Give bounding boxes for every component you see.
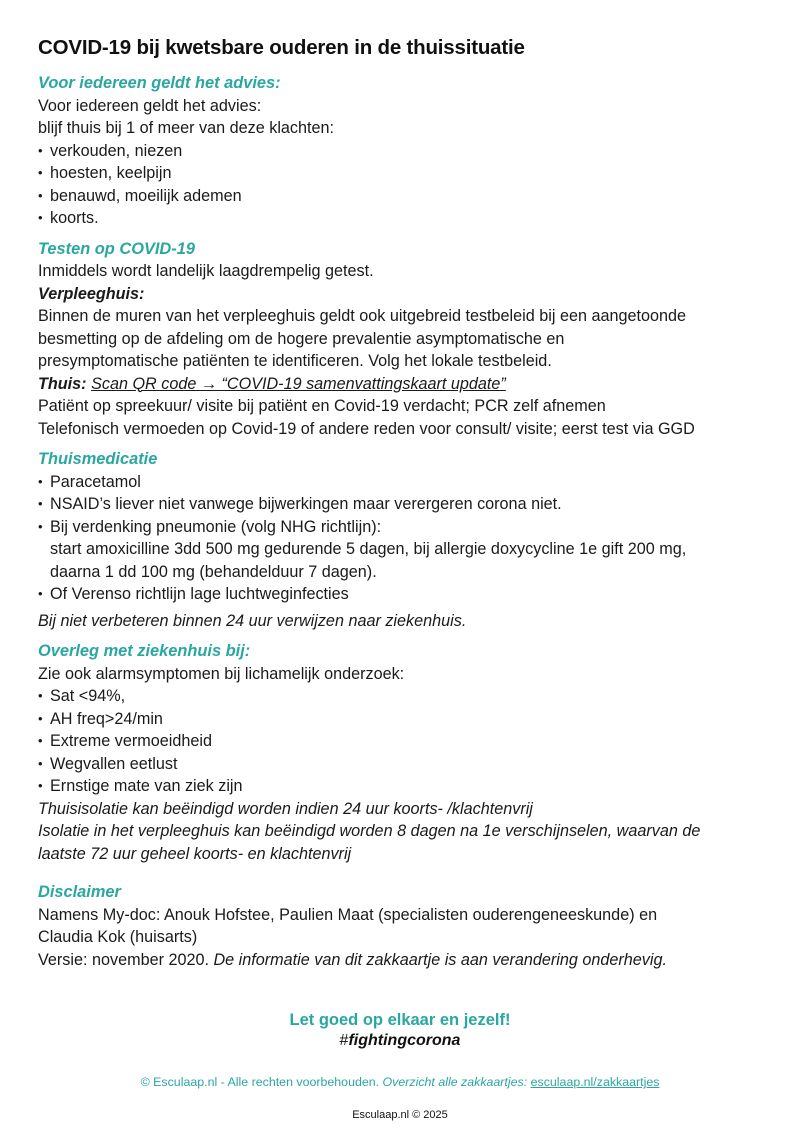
copyright: Esculaap.nl © 2025 (352, 1109, 448, 1121)
pneumonia-sub-1: start amoxicilline 3dd 500 mg gedurende 5 dagen, bij allergie doxycycline 1e gift 200 mg, (50, 540, 687, 558)
list-item: • Wegvallen eetlust (38, 753, 768, 776)
isolation-note-2: Isolatie in het verpleeghuis kan beëindigd worden 8 dagen na 1e verschijnselen, waarvan de (38, 822, 701, 840)
pneumonia-sub-2: daarna 1 dd 100 mg (behandelduur 7 dagen). (50, 562, 377, 581)
medication-list (38, 471, 768, 539)
list-item: • Ernstige mate van ziek zijn (38, 775, 768, 798)
section-heading-testing: Testen op COVID-19 (38, 239, 195, 258)
section-heading-medication: Thuismedicatie (38, 450, 158, 468)
hashtag (0, 1032, 800, 1050)
home-line-2: Telefonisch vermoeden op Covid-19 of andere reden voor consult/ visite; eerst test via GGD (38, 419, 695, 438)
version-text: Versie: november 2020. (38, 950, 209, 969)
section-heading-disclaimer: Disclaimer (38, 883, 121, 901)
list-item: • NSAID’s liever niet vanwege bijwerkingen maar verergeren corona niet. (38, 493, 768, 516)
pneumonia-line: Bij verdenking pneumonie (volg NHG richtlijn): (50, 517, 382, 536)
alarm-symptoms-list (38, 685, 768, 798)
testing-intro: Inmiddels wordt landelijk laagdrempelig getest. (38, 262, 374, 280)
list-item: • Sat <94%, (38, 685, 768, 708)
rights-line (0, 1075, 800, 1089)
medication-note: Bij niet verbeteren binnen 24 uur verwijzen naar ziekenhuis. (38, 611, 467, 630)
version-note: De informatie van dit zakkaartje is aan verandering onderhevig. (213, 950, 667, 969)
hospital-intro: Zie ook alarmsymptomen bij lichamelijk onderzoek: (38, 664, 405, 683)
list-item: • AH freq>24/min (38, 708, 768, 731)
slogan: Let goed op elkaar en jezelf! (289, 1011, 511, 1029)
document-page (38, 36, 768, 971)
zakkaartjes-link[interactable]: esculaap.nl/zakkaartjes (530, 1075, 660, 1089)
disclaimer-line-1: Namens My-doc: Anouk Hofstee, Paulien Maat (specialisten ouderengeneeskunde) en (38, 905, 658, 924)
rights-text: © Esculaap.nl - Alle rechten voorbehouden. (140, 1075, 380, 1089)
isolation-note-3: laatste 72 uur geheel koorts- en klachtenvrij (38, 844, 352, 863)
complaints-list (38, 140, 768, 230)
list-item: • benauwd, moeilijk ademen (38, 185, 768, 208)
home-line-1: Patiënt op spreekuur/ visite bij patiënt en Covid-19 verdacht; PCR zelf afnemen (38, 397, 606, 415)
qr-code-link[interactable]: Scan QR code → “COVID-19 samenvattingskaart update” (91, 374, 506, 393)
nursing-line-2: besmetting op de afdeling om de hogere prevalentie asymptomatische en (38, 329, 565, 348)
hash-symbol: # (339, 1032, 349, 1049)
list-item: • Extreme vermoeidheid (38, 730, 768, 753)
list-item: • Paracetamol (38, 471, 768, 494)
hashtag-text: fightingcorona (348, 1032, 461, 1049)
list-item (38, 516, 768, 539)
disclaimer-line-2: Claudia Kok (huisarts) (38, 928, 198, 946)
list-item: • Of Verenso richtlijn lage luchtweginfecties (38, 583, 768, 606)
page-title: COVID-19 bij kwetsbare ouderen in de thuissituatie (38, 36, 525, 59)
section-heading-hospital: Overleg met ziekenhuis bij: (38, 642, 251, 660)
nursing-line-1: Binnen de muren van het verpleeghuis geldt ook uitgebreid testbeleid bij een aangetoonde (38, 307, 686, 325)
home-testing-line (38, 373, 768, 396)
version-line (38, 949, 768, 972)
list-item: • hoesten, keelpijn (38, 162, 768, 185)
home-label: Thuis: (38, 374, 87, 393)
nursing-home-label: Verpleeghuis: (38, 284, 145, 303)
advice-line-2: blijf thuis bij 1 of meer van deze klachten: (38, 119, 335, 137)
isolation-note-1: Thuisisolatie kan beëindigd worden indien 24 uur koorts- /klachtenvrij (38, 799, 533, 818)
list-item: • koorts. (38, 207, 768, 230)
section-heading-advice: Voor iedereen geldt het advies: (38, 74, 281, 92)
list-item: • verkouden, niezen (38, 140, 768, 163)
nursing-line-3: presymptomatische patiënten te identificeren. Volg het lokale testbeleid. (38, 352, 552, 370)
overview-text: Overzicht alle zakkaartjes: (382, 1075, 528, 1089)
advice-line-1: Voor iedereen geldt het advies: (38, 96, 262, 115)
